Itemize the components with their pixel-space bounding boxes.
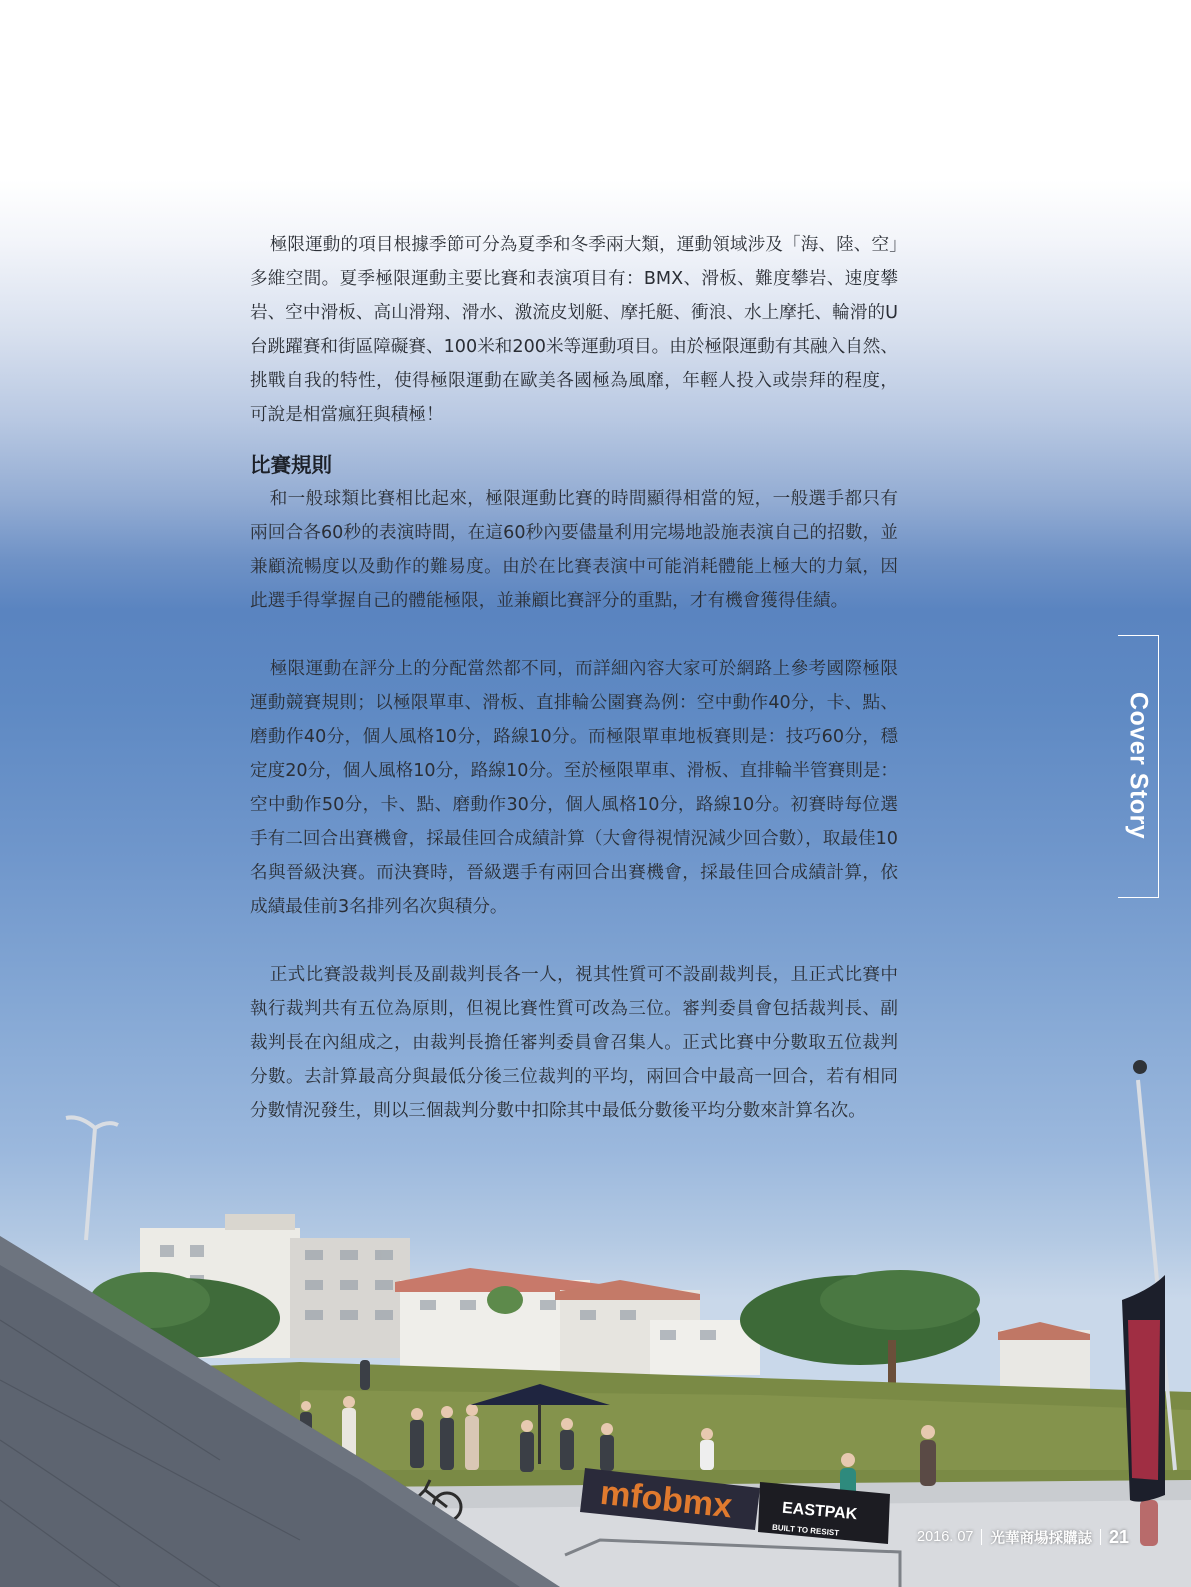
article-paragraph-4: 正式比賽設裁判長及副裁判長各一人，視其性質可不設副裁判長，且正式比賽中執行裁判共有五位為原則，但視比賽性質可改為三位。審判委員會包括裁判長、副裁判長在內組成之，由裁判長擔任審判委員會召集人。正式比賽中分數取五位裁判分數。去計算最高分與最低分後三位裁判的平均，兩回合中最高一回合，若有相同分數情況發生，則以三個裁判分數中扣除其中最低分數後平均分數來計算名次。 — [250, 965, 898, 1121]
mfobmx-banner-text: mfobmx — [598, 1473, 734, 1526]
issue-date: 2016. 07 — [917, 1529, 974, 1545]
section-tab-label: Cover Story — [1124, 691, 1153, 840]
page-footer — [917, 1524, 1129, 1550]
article-paragraph-3: 極限運動在評分上的分配當然都不同，而詳細內容大家可於網路上參考國際極限運動競賽規則；以極限單車、滑板、直排輪公園賽為例：空中動作40分，卡、點、磨動作40分，個人風格10分，路線10分。而極限單車地板賽則是：技巧60分，穩定度20分，個人風格10分，路線10分。至於極限單車、滑板、直排輪半管賽則是：空中動作50分，卡、點、磨動作30分，個人風格10分，路線10分。初賽時每位選手有二回合出賽機會，採最佳回合成績計算（大會得視情況減少回合數），取最佳10名與晉級決賽。而決賽時，晉級選手有兩回合出賽機會，採最佳回合成績計算，依成績最佳前3名排列名次與積分。 — [250, 659, 898, 917]
magazine-name: 光華商場採購誌 — [990, 1530, 1092, 1547]
footer-divider — [1100, 1529, 1101, 1545]
section-heading: 比賽規則 — [250, 453, 332, 477]
article-paragraph-1: 極限運動的項目根據季節可分為夏季和冬季兩大類，運動領域涉及「海、陸、空」多維空間。夏季極限運動主要比賽和表演項目有：BMX、滑板、難度攀岩、速度攀岩、空中滑板、高山滑翔、滑水、激流皮划艇、摩托艇、衝浪、水上摩托、輪滑的U台跳躍賽和街區障礙賽、100米和200米等運動項目。由於極限運動有其融入自然、挑戰自我的特性，使得極限運動在歐美各國極為風靡，年輕人投入或崇拜的程度，可說是相當瘋狂與積極！ — [250, 235, 898, 425]
article-body — [250, 228, 898, 1128]
eastpak-banner-text: EASTPAK — [781, 1499, 858, 1524]
eastpak-banner-tagline: BUILT TO RESIST — [771, 1522, 840, 1538]
article-paragraph-2: 和一般球類比賽相比起來，極限運動比賽的時間顯得相當的短，一般選手都只有兩回合各60秒的表演時間，在這60秒內要儘量利用完場地設施表演自己的招數，並兼顧流暢度以及動作的難易度。由於在比賽表演中可能消耗體能上極大的力氣，因此選手得掌握自己的體能極限，並兼顧比賽評分的重點，才有機會獲得佳績。 — [250, 489, 898, 611]
footer-divider — [981, 1529, 982, 1545]
page-number: 21 — [1108, 1526, 1129, 1547]
